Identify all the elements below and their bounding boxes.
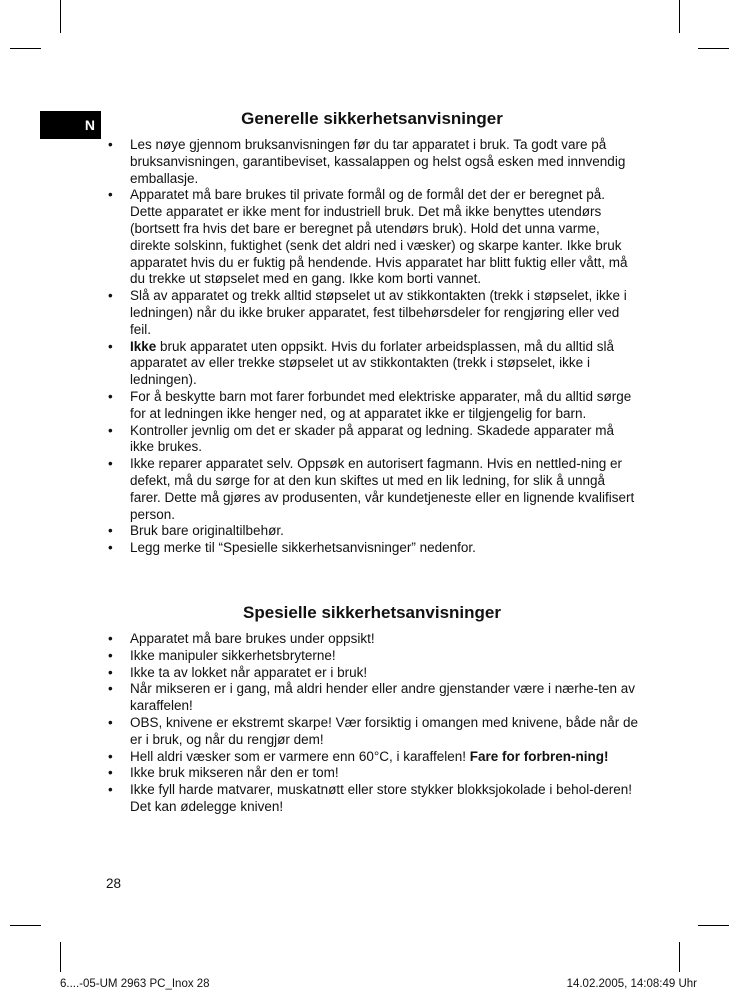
- item-text: Ikke bruk mikseren når den er tom!: [130, 765, 339, 781]
- list-item: [106, 765, 638, 782]
- item-text: Slå av apparatet og trekk alltid støpselet ut av stikkontakten (trekk i støpselet, ikke i ledningen) når du ikke bruker apparatet, fest tilbehørsdeler for rengjøring eller ved feil.: [130, 288, 627, 337]
- crop-mark: [60, 0, 61, 33]
- list-item: [106, 631, 638, 648]
- crop-mark: [679, 0, 680, 33]
- list-item: [106, 523, 638, 540]
- item-bold-text: Ikke: [130, 338, 157, 354]
- item-text: Ikke fyll harde matvarer, muskatnøtt eller store stykker blokksjokolade i behol-deren! Det kan ødelegge kniven!: [130, 782, 632, 814]
- language-tab: N: [40, 111, 101, 139]
- crop-mark: [10, 48, 41, 49]
- list-item: [106, 782, 638, 816]
- special-safety-title: Spesielle sikkerhetsanvisninger: [243, 603, 501, 622]
- list-item: [106, 288, 638, 338]
- item-bold-text: Fare for forbren-ning!: [469, 748, 609, 764]
- item-text: Ikke manipuler sikkerhetsbryterne!: [130, 647, 336, 663]
- item-text: Hell aldri væsker som er varmere enn 60°C, i karaffelen!: [130, 748, 470, 764]
- item-text: Bruk bare originaltilbehør.: [130, 523, 284, 539]
- list-item: [106, 665, 638, 682]
- page-number: 28: [106, 876, 122, 891]
- special-safety-list: [106, 631, 638, 816]
- list-item: [106, 456, 638, 523]
- general-safety-title: Generelle sikkerhetsanvisninger: [241, 109, 503, 128]
- list-item: [106, 540, 638, 557]
- item-text: Apparatet må bare brukes til private formål og de formål det der er beregnet på. Dette apparatet er ikke ment for industriell bruk. Det må ikke benyttes utendørs (bortsett fra hvis det bare er beregnet på utendørs bruk). Hold det unna varme, direkte solskinn, fuktighet (senk det aldri ned i væsker) og skarpe kanter. Ikke bruk apparatet hvis du er fuktig på hendende. Hvis apparatet har blitt fuktig eller vått, må du trekke ut støpselet med en gang. Ikke kom borti vannet.: [130, 187, 628, 287]
- list-item: [106, 423, 638, 457]
- crop-mark: [60, 942, 61, 972]
- item-text: Les nøye gjennom bruksanvisningen før du tar apparatet i bruk. Ta godt vare på bruksanvisningen, garantibeviset, kassalappen og helst også esken med innvendig emballasje.: [130, 137, 626, 186]
- general-safety-list: [106, 137, 638, 557]
- item-text: Når mikseren er i gang, må aldri hender eller andre gjenstander være i nærhe-ten av karaffelen!: [130, 681, 636, 714]
- crop-mark: [698, 48, 729, 49]
- list-item: [106, 648, 638, 665]
- item-text: bruk apparatet uten oppsikt. Hvis du forlater arbeidsplassen, må du alltid slå apparatet av eller trekke støpselet ut av stikkontakten (trekk i støpselet, ikke i ledningen).: [130, 338, 615, 388]
- item-text: Apparatet må bare brukes under oppsikt!: [130, 631, 375, 646]
- list-item: [106, 681, 638, 715]
- list-item: [106, 749, 638, 766]
- crop-mark: [698, 925, 729, 926]
- item-text: For å beskytte barn mot farer forbundet med elektriske apparater, må du alltid sørge for at ledningen ikke henger ned, og at apparatet ikke er tilgjengelig for barn.: [130, 388, 632, 421]
- list-item: [106, 187, 638, 288]
- item-text: Ikke ta av lokket når apparatet er i bruk!: [130, 664, 368, 680]
- list-item: [106, 339, 638, 389]
- crop-mark: [679, 942, 680, 972]
- item-text: OBS, knivene er ekstremt skarpe! Vær forsiktig i omangen med knivene, både når de er i bruk, og når du rengjør dem!: [130, 714, 638, 747]
- item-text: Kontroller jevnlig om det er skader på apparat og ledning. Skadede apparater må ikke brukes.: [130, 422, 615, 455]
- list-item: [106, 389, 638, 423]
- list-item: [106, 137, 638, 187]
- footer-timestamp: 14.02.2005, 14:08:49 Uhr: [566, 978, 697, 990]
- item-text: Ikke reparer apparatet selv. Oppsøk en autorisert fagmann. Hvis en nettled-ning er defekt, må du sørge for at den kun skiftes ut med en lik ledning, for slik å unngå farer. Dette må gjøres av produsenten, vår kundetjeneste eller en lignende kvalifisert person.: [130, 456, 635, 522]
- crop-mark: [10, 925, 41, 926]
- list-item: [106, 715, 638, 749]
- item-text: Legg merke til “Spesielle sikkerhetsanvisninger” nedenfor.: [130, 540, 476, 556]
- footer-file-info: 6....-05-UM 2963 PC_Inox 28: [60, 978, 210, 990]
